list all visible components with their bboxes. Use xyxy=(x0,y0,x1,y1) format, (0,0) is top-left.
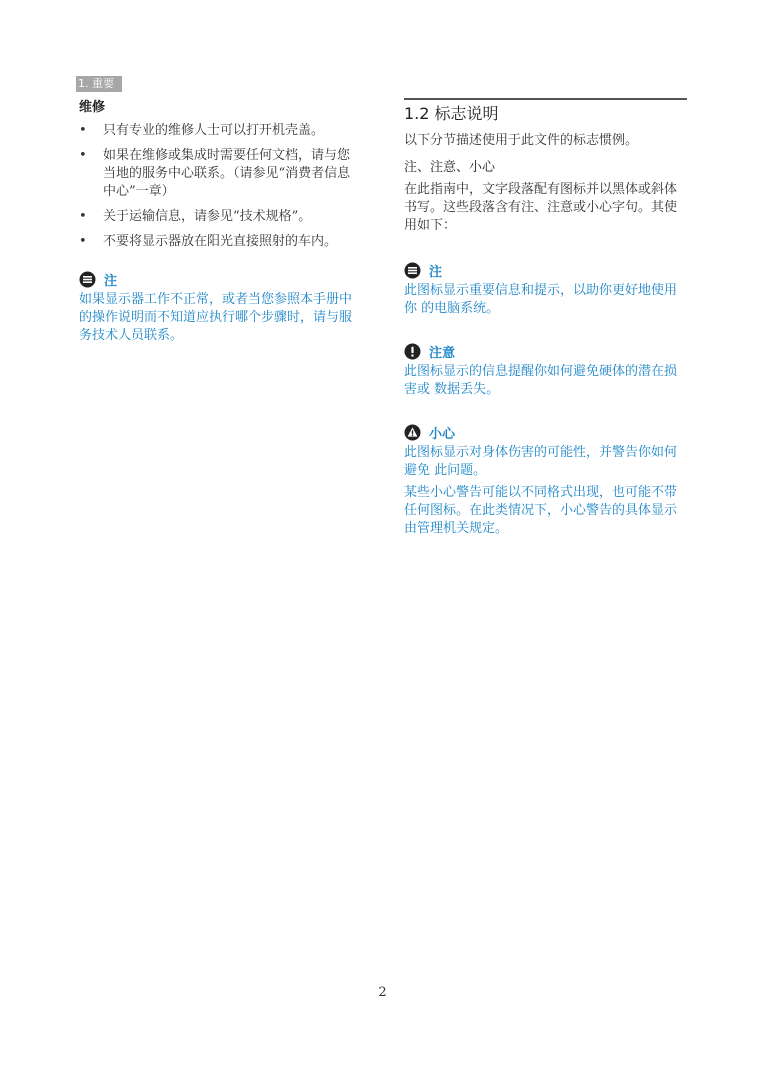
right-column xyxy=(404,99,687,538)
bullet-marker: • xyxy=(79,234,87,249)
caution-extra-text: 某些小心警告可能以不同格式出现，也可能不带任何图标。在此类情况下，小心警告的具体显示由管理机关规定。 xyxy=(404,485,678,536)
list-item xyxy=(79,233,361,251)
note-label: 注 xyxy=(429,265,443,280)
section-title: 1.2 标志说明 xyxy=(404,104,499,123)
conventions-subheading: 注、注意、小心 xyxy=(404,160,496,175)
caution-text: 此图标显示对身体伤害的可能性，并警告你如何避免 此问题。 xyxy=(404,445,678,478)
warning-triangle-icon xyxy=(404,424,421,441)
note-text: 此图标显示重要信息和提示，以助你更好地使用你 的电脑系统。 xyxy=(404,283,678,316)
attention-heading xyxy=(404,342,687,361)
attention-label: 注意 xyxy=(429,346,456,361)
list-item xyxy=(79,208,361,226)
conventions-description: 在此指南中，文字段落配有图标并以黑体或斜体书写。这些段落含有注、注意或小心字句。其使用如下： xyxy=(404,182,678,233)
bullet-marker: • xyxy=(79,123,87,138)
left-column xyxy=(79,96,361,345)
list-item-text: 只有专业的维修人士可以打开机壳盖。 xyxy=(103,123,325,138)
caution-heading xyxy=(404,423,687,442)
page-number: 2 xyxy=(378,985,387,1000)
note-label: 注 xyxy=(104,274,118,289)
section-tab: 1. 重要 xyxy=(76,76,122,92)
maintenance-list xyxy=(79,122,361,251)
intro-text: 以下分节描述使用于此文件的标志惯例。 xyxy=(404,133,639,148)
maintenance-heading: 维修 xyxy=(79,100,106,115)
bullet-marker: • xyxy=(79,148,87,163)
attention-text: 此图标显示的信息提醒你如何避免硬体的潜在损害或 数据丢失。 xyxy=(404,364,678,397)
note-icon xyxy=(79,271,96,288)
list-item-text: 如果在维修或集成时需要任何文档，请与您当地的服务中心联系。（请参见“消费者信息中心”一章） xyxy=(103,148,351,199)
list-item xyxy=(79,122,361,140)
exclamation-icon xyxy=(404,343,421,360)
list-item-text: 不要将显示器放在阳光直接照射的车内。 xyxy=(103,234,338,249)
list-item xyxy=(79,147,361,201)
caution-label: 小心 xyxy=(429,427,456,442)
note-text: 如果显示器工作不正常，或者当您参照本手册中的操作说明而不知道应执行哪个步骤时，请与服务技术人员联系。 xyxy=(79,292,353,343)
list-item-text: 关于运输信息，请参见“技术规格”。 xyxy=(103,209,312,224)
note-heading xyxy=(404,261,687,280)
bullet-marker: • xyxy=(79,209,87,224)
note-heading xyxy=(79,270,361,289)
note-icon xyxy=(404,262,421,279)
